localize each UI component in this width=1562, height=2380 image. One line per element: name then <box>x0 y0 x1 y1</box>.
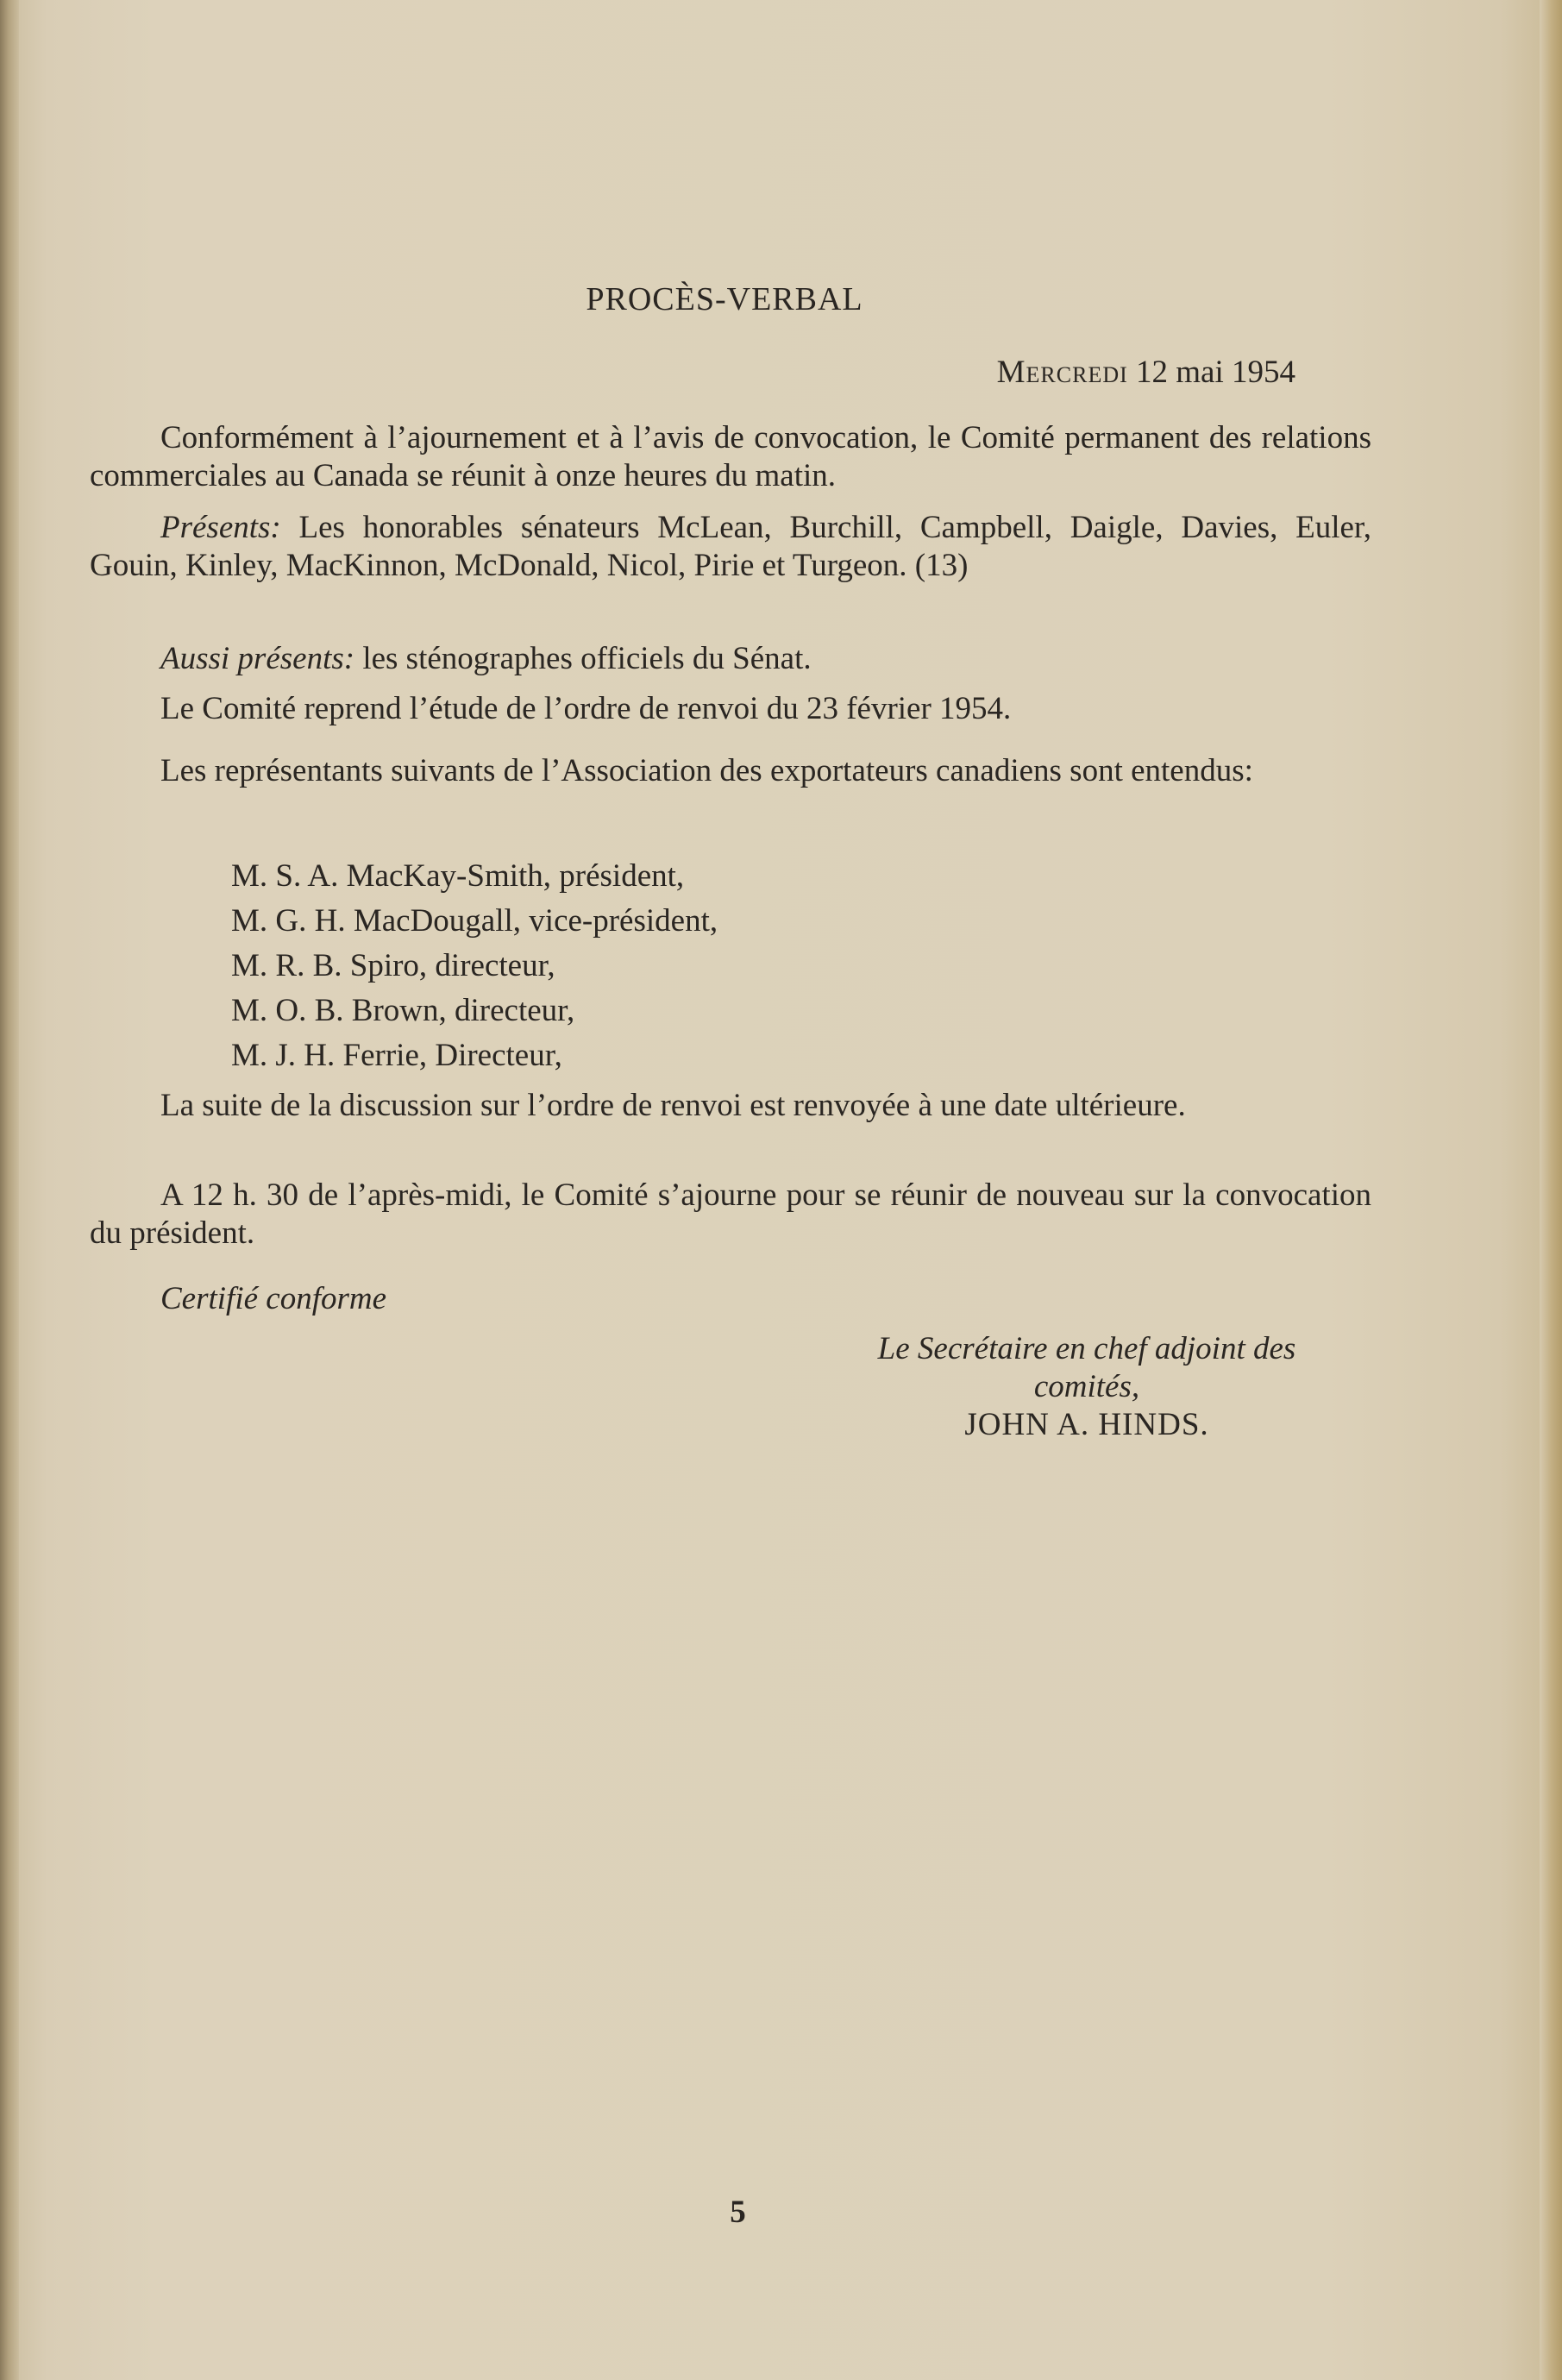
list-item: M. G. H. MacDougall, vice-président, <box>231 903 718 939</box>
list-item: M. R. B. Spiro, directeur, <box>231 948 555 983</box>
list-item: M. O. B. Brown, directeur, <box>231 993 575 1028</box>
present-text: Les honorables sénateurs McLean, Burchill, Campbell, Daigle, Davies, Euler, Gouin, Kinley, MacKinnon, McDonald, Nicol, Pirie et Turgeon. (13) <box>90 510 1372 583</box>
list-item: M. S. A. MacKay-Smith, président, <box>231 858 685 894</box>
date-rest: 12 mai 1954 <box>1136 355 1295 390</box>
paragraph-adjourn: A 12 h. 30 de l’après-midi, le Comité s’ajourne pour se réunir de nouveau sur la convocation du président. <box>90 1177 1371 1251</box>
date-day: Mercredi <box>996 355 1128 390</box>
paragraph-postpone: La suite de la discussion sur l’ordre de renvoi est renvoyée à une date ultérieure. <box>160 1088 1186 1123</box>
signature-name: JOHN A. HINDS. <box>964 1407 1209 1442</box>
paragraph-representatives: Les représentants suivants de l’Association des exportateurs canadiens sont entendus: <box>160 753 1253 788</box>
signature-block <box>759 1330 1415 1444</box>
paragraph-resume: Le Comité reprend l’étude de l’ordre de renvoi du 23 février 1954. <box>160 691 1012 726</box>
also-present-text: les sténographes officiels du Sénat. <box>362 641 812 676</box>
meeting-date <box>0 354 1295 392</box>
also-present-label: Aussi présents: <box>160 641 355 676</box>
document-heading: PROCÈS-VERBAL <box>586 281 863 317</box>
list-item: M. J. H. Ferrie, Directeur, <box>231 1038 562 1073</box>
page-edge <box>1540 0 1562 2380</box>
representatives-list <box>231 854 718 1078</box>
paragraph-present <box>90 509 1371 585</box>
certified-line: Certifié conforme <box>160 1281 387 1316</box>
signature-title-line2: comités, <box>1033 1369 1140 1404</box>
paragraph-convocation: Conformément à l’ajournement et à l’avis de convocation, le Comité permanent des relations commerciales au Canada se réunit à onze heures du matin. <box>90 420 1371 493</box>
page-number: 5 <box>730 2195 746 2230</box>
paragraph-also-present <box>90 640 1371 678</box>
present-label: Présents: <box>160 510 281 545</box>
signature-title-line1: Le Secrétaire en chef adjoint des <box>877 1331 1296 1366</box>
